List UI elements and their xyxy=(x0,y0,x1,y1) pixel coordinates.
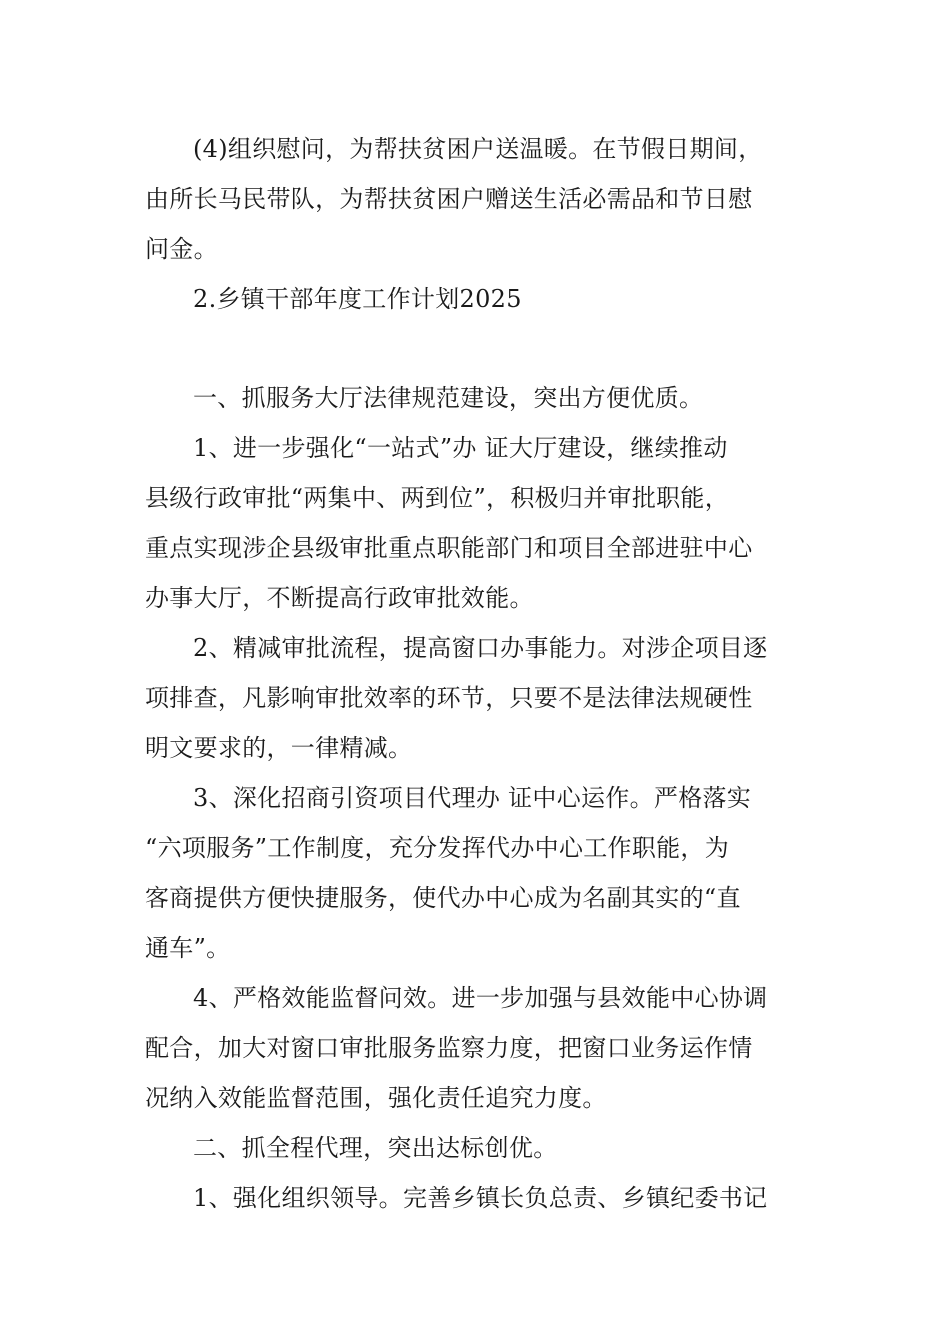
paragraph-line: 县级行政审批“两集中、两到位”，积极归并审批职能， xyxy=(145,484,730,512)
section-heading: 二、抓全程代理，突出达标创优。 xyxy=(193,1134,558,1162)
paragraph-line: 由所长马民带队，为帮扶贫困户赠送生活必需品和节日慰 xyxy=(145,185,753,213)
paragraph-line: 4、严格效能监督问效。进一步加强与县效能中心协调 xyxy=(193,984,768,1012)
paragraph-line: 项排查，凡影响审批效率的环节，只要不是法律法规硬性 xyxy=(145,684,753,712)
paragraph-line: 客商提供方便快捷服务，使代办中心成为名副其实的“直 xyxy=(145,884,741,912)
paragraph-line: 配合，加大对窗口审批服务监察力度，把窗口业务运作情 xyxy=(145,1034,753,1062)
paragraph-line: 3、深化招商引资项目代理办 证中心运作。严格落实 xyxy=(193,784,752,812)
paragraph-line: 通车”。 xyxy=(145,934,231,962)
paragraph-line: 1、强化组织领导。完善乡镇长负总责、乡镇纪委书记 xyxy=(193,1184,768,1212)
paragraph-line: 明文要求的，一律精减。 xyxy=(145,734,413,762)
paragraph-line: “六项服务”工作制度，充分发挥代办中心工作职能，为 xyxy=(145,834,730,862)
section-heading: 一、抓服务大厅法律规范建设，突出方便优质。 xyxy=(193,384,704,412)
paragraph-line: 问金。 xyxy=(145,235,218,263)
paragraph-line: 况纳入效能监督范围，强化责任追究力度。 xyxy=(145,1084,607,1112)
paragraph-line: 重点实现涉企县级审批重点职能部门和项目全部进驻中心 xyxy=(145,534,753,562)
paragraph-line: 办事大厅，不断提高行政审批效能。 xyxy=(145,584,534,612)
paragraph-line: 2、精减审批流程，提高窗口办事能力。对涉企项目逐 xyxy=(193,634,768,662)
paragraph-line: (4)组织慰问，为帮扶贫困户送温暖。在节假日期间， xyxy=(193,135,763,163)
section-title: 2.乡镇干部年度工作计划2025 xyxy=(193,285,522,313)
paragraph-line: 1、进一步强化“一站式”办 证大厅建设，继续推动 xyxy=(193,434,728,462)
